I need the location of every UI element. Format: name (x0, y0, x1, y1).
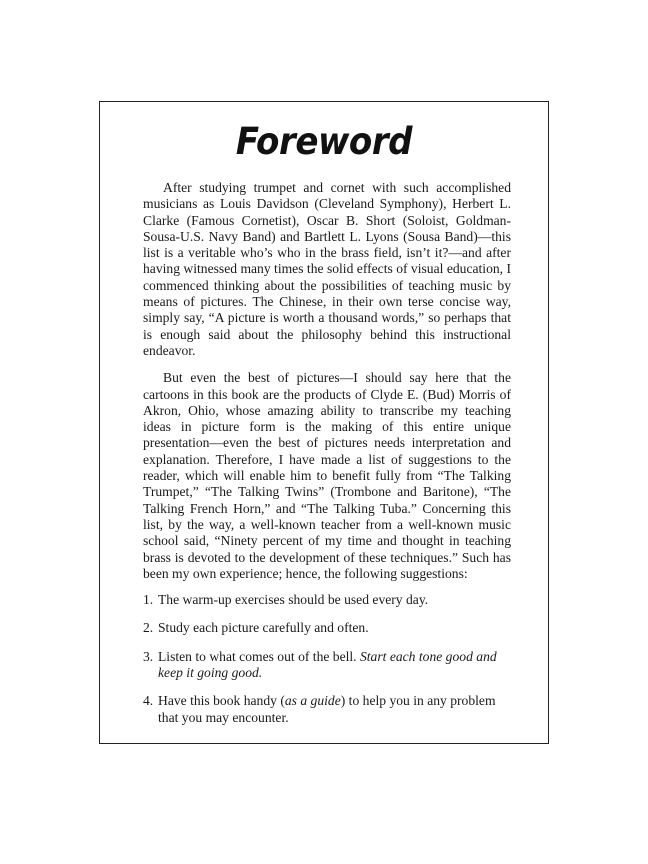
list-item (143, 693, 511, 726)
list-item (143, 592, 511, 608)
list-item-emphasis: Start each tone good and keep it going good. (158, 648, 497, 681)
paragraph-2: But even the best of pictures—I should say here that the cartoons in this book are the products of Clyde E. (Bud) Morris of Akron, Ohio, whose amazing ability to transcribe my teaching ideas in picture form is the making of this entire unique presentation—even the best of pictures needs interpretation and explanation. Therefore, I have made a list of suggestions to the reader, which will enable him to benefit fully from “The Talking Trumpet,” “The Talking Twins” (Trombone and Baritone), “The Talking French Horn,” and “The Talking Tuba.” Concerning this list, by the way, a well-known teacher from a well-known music school said, “Ninety percent of my time and thought in teaching brass is devoted to the development of these techniques.” Such has been my own experience; hence, the following suggestions: (143, 370, 511, 581)
list-item-emphasis: as a guide (284, 693, 341, 709)
list-item-number: 4. (143, 693, 154, 709)
page-title: Foreword (235, 120, 413, 163)
page-frame (99, 101, 549, 744)
list-item (143, 649, 511, 682)
list-item-number: 3. (143, 648, 154, 664)
list-item-text: The warm-up exercises should be used every day. (158, 592, 429, 608)
list-item-number: 2. (143, 620, 154, 636)
list-item-text-before: Have this book handy ( (158, 693, 285, 709)
suggestions-list (143, 592, 511, 726)
list-item-text-after: ) to help you in any problem that you may encounter. (158, 693, 496, 725)
paragraph-1: After studying trumpet and cornet with such accomplished musicians as Louis Davidson (Cleveland Symphony), Herbert L. Clarke (Famous Cornetist), Oscar B. Short (Soloist, Goldman-Sousa-U.S. Navy Band) and Bartlett L. Lyons (Sousa Band)—this list is a veritable who’s who in the brass field, isn’t it?—and after having witnessed many times the solid effects of visual education, I commenced thinking about the possibilities of teaching music by means of pictures. The Chinese, in their own terse concise way, simply say, “A picture is worth a thousand words,” so perhaps that is enough said about the philosophy behind this instructional endeavor. (143, 180, 511, 358)
list-item (143, 620, 511, 636)
foreword-body (143, 180, 511, 738)
list-item-text: Study each picture carefully and often. (158, 620, 369, 636)
list-item-text: Listen to what comes out of the bell. (158, 648, 357, 664)
list-item-number: 1. (143, 592, 154, 608)
